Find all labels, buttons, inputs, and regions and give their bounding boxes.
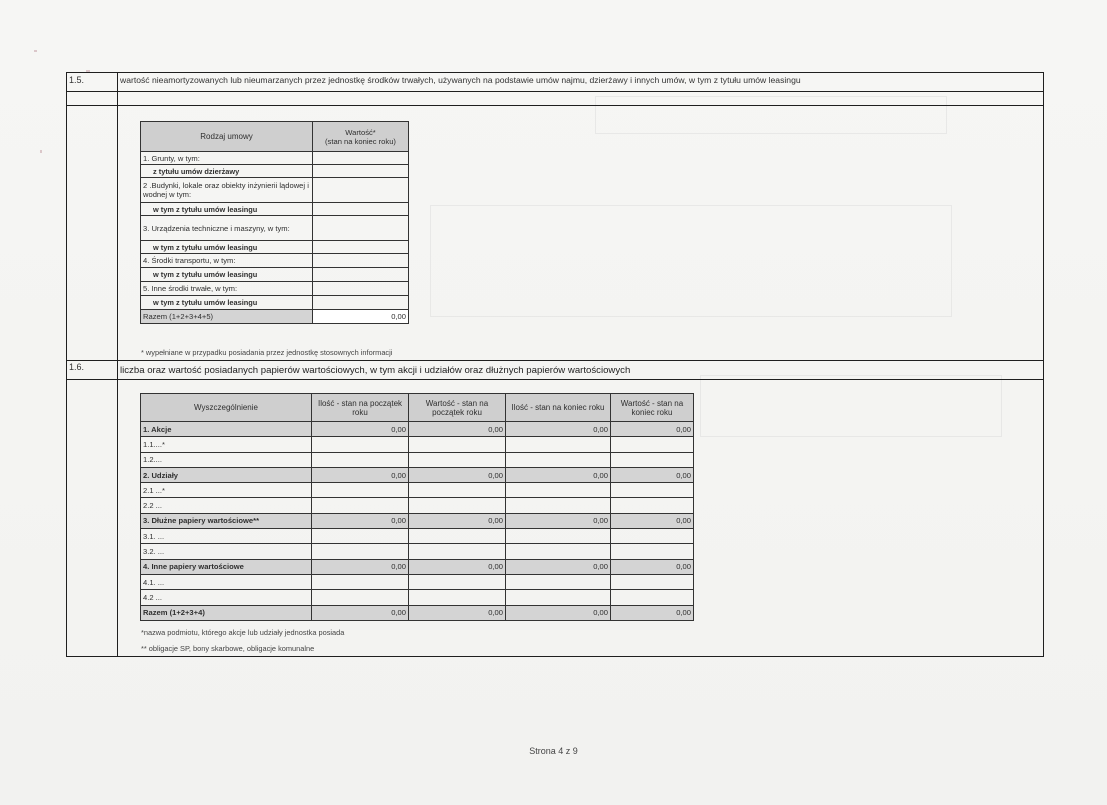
table-row xyxy=(141,296,409,310)
table-row xyxy=(141,529,694,544)
row-value xyxy=(611,452,694,467)
footnote: *nazwa podmiotu, którego akcje lub udziały jednostka posiada xyxy=(141,628,345,637)
row-label: 4. Inne papiery wartościowe xyxy=(141,559,312,574)
row-value xyxy=(611,483,694,498)
row-value xyxy=(506,529,611,544)
header-description: Wyszczególnienie xyxy=(141,394,312,422)
row-value: 0,00 xyxy=(506,513,611,528)
table-row-category xyxy=(141,467,694,482)
row-label: w tym z tytułu umów leasingu xyxy=(141,296,313,310)
row-value xyxy=(409,452,506,467)
row-label: 4.1. ... xyxy=(141,574,312,589)
row-label: 1.2.... xyxy=(141,452,312,467)
scan-speck xyxy=(34,50,37,52)
row-value xyxy=(313,203,409,216)
footnote: ** obligacje SP, bony skarbowe, obligacje komunalne xyxy=(141,644,315,653)
row-value xyxy=(611,544,694,559)
row-value xyxy=(409,483,506,498)
table-row xyxy=(141,282,409,296)
row-value: 0,00 xyxy=(313,310,409,324)
row-label: 3. Dłużne papiery wartościowe** xyxy=(141,513,312,528)
header-qty-start: Ilość - stan na początek roku xyxy=(312,394,409,422)
row-value: 0,00 xyxy=(506,422,611,437)
header-value-start: Wartość - stan na początek roku xyxy=(409,394,506,422)
row-value xyxy=(313,241,409,254)
row-label: Razem (1+2+3+4) xyxy=(141,605,312,620)
row-value xyxy=(312,529,409,544)
table-row xyxy=(141,498,694,513)
row-value: 0,00 xyxy=(409,559,506,574)
row-label: 2 .Budynki, lokale oraz obiekty inżynierii lądowej i wodnej w tym: xyxy=(141,178,313,203)
row-label: w tym z tytułu umów leasingu xyxy=(141,203,313,216)
row-value: 0,00 xyxy=(611,467,694,482)
row-value xyxy=(506,437,611,452)
row-value xyxy=(409,590,506,605)
row-value: 0,00 xyxy=(409,513,506,528)
row-value xyxy=(313,178,409,203)
table-header-row xyxy=(141,394,694,422)
row-value xyxy=(312,437,409,452)
table-row xyxy=(141,216,409,241)
section-title-1-5: wartość nieamortyzowanych lub nieumarzanych przez jednostkę środków trwałych, używanych na podstawie umów najmu, dzierżawy i innych umów, w tym z tytułu umów leasingu xyxy=(120,75,801,85)
table-row-category xyxy=(141,513,694,528)
table-row xyxy=(141,254,409,268)
row-value xyxy=(611,498,694,513)
table-row xyxy=(141,268,409,282)
row-value xyxy=(611,574,694,589)
row-value: 0,00 xyxy=(611,513,694,528)
row-label: 1. Akcje xyxy=(141,422,312,437)
row-value xyxy=(611,437,694,452)
row-value xyxy=(409,544,506,559)
row-value: 0,00 xyxy=(409,422,506,437)
table-row xyxy=(141,178,409,203)
row-value: 0,00 xyxy=(409,605,506,620)
row-value xyxy=(313,296,409,310)
row-value xyxy=(506,574,611,589)
table-row-category xyxy=(141,422,694,437)
row-value: 0,00 xyxy=(312,422,409,437)
row-label: 3.2. ... xyxy=(141,544,312,559)
row-value xyxy=(506,452,611,467)
table-header-row xyxy=(141,122,409,152)
row-value xyxy=(312,544,409,559)
row-value xyxy=(312,483,409,498)
row-value: 0,00 xyxy=(312,513,409,528)
row-label: w tym z tytułu umów leasingu xyxy=(141,241,313,254)
row-label: 4. Środki transportu, w tym: xyxy=(141,254,313,268)
section-title-1-6: liczba oraz wartość posiadanych papierów wartościowych, w tym akcji i udziałów oraz dłużnych papierów wartościowych xyxy=(120,365,631,376)
table-row xyxy=(141,544,694,559)
table-total-row xyxy=(141,310,409,324)
header-contract-type: Rodzaj umowy xyxy=(141,122,313,152)
row-value xyxy=(611,590,694,605)
section-number-1-5: 1.5. xyxy=(69,75,85,85)
row-value: 0,00 xyxy=(611,559,694,574)
row-value xyxy=(506,483,611,498)
row-value xyxy=(312,498,409,513)
row-value: 0,00 xyxy=(312,605,409,620)
row-value xyxy=(409,529,506,544)
lease-assets-table xyxy=(140,121,409,324)
row-label: 3.1. ... xyxy=(141,529,312,544)
row-divider xyxy=(67,360,1043,361)
header-value-end: Wartość - stan na koniec roku xyxy=(611,394,694,422)
table-row-category xyxy=(141,559,694,574)
row-divider xyxy=(67,91,1043,92)
header-qty-end: Ilość - stan na koniec roku xyxy=(506,394,611,422)
table-row xyxy=(141,574,694,589)
table-row xyxy=(141,241,409,254)
row-value xyxy=(313,254,409,268)
row-label: 2.1 ...* xyxy=(141,483,312,498)
header-value: Wartość* (stan na koniec roku) xyxy=(313,122,409,152)
row-divider xyxy=(67,105,1043,106)
row-value: 0,00 xyxy=(312,467,409,482)
row-label: 4.2 ... xyxy=(141,590,312,605)
scan-speck xyxy=(40,150,42,153)
row-value xyxy=(312,574,409,589)
row-label: Razem (1+2+3+4+5) xyxy=(141,310,313,324)
table-row xyxy=(141,203,409,216)
row-value xyxy=(409,437,506,452)
table-row-category xyxy=(141,605,694,620)
table-row xyxy=(141,483,694,498)
row-value xyxy=(506,498,611,513)
table-row xyxy=(141,152,409,165)
row-value: 0,00 xyxy=(409,467,506,482)
row-value xyxy=(312,452,409,467)
row-value xyxy=(409,574,506,589)
row-label: 5. Inne środki trwałe, w tym: xyxy=(141,282,313,296)
row-value xyxy=(313,282,409,296)
row-label: 2.2 ... xyxy=(141,498,312,513)
row-value: 0,00 xyxy=(312,559,409,574)
number-column-divider xyxy=(117,73,118,656)
table-row xyxy=(141,590,694,605)
row-divider xyxy=(67,379,1043,380)
securities-table xyxy=(140,393,694,621)
row-value xyxy=(313,165,409,178)
row-value xyxy=(409,498,506,513)
row-label: z tytułu umów dzierżawy xyxy=(141,165,313,178)
row-value: 0,00 xyxy=(506,467,611,482)
row-value: 0,00 xyxy=(506,559,611,574)
row-value xyxy=(506,544,611,559)
securities-table-body xyxy=(141,422,694,621)
row-value xyxy=(611,529,694,544)
row-value xyxy=(313,268,409,282)
row-label: 1.1....* xyxy=(141,437,312,452)
footnote: * wypełniane w przypadku posiadania przez jednostkę stosownych informacji xyxy=(141,348,393,357)
table-row xyxy=(141,165,409,178)
page-number: Strona 4 z 9 xyxy=(529,746,578,756)
row-value xyxy=(313,152,409,165)
table-row xyxy=(141,452,694,467)
row-value: 0,00 xyxy=(611,422,694,437)
row-label: 1. Grunty, w tym: xyxy=(141,152,313,165)
section-number-1-6: 1.6. xyxy=(69,362,85,372)
row-label: 2. Udziały xyxy=(141,467,312,482)
table-row xyxy=(141,437,694,452)
row-value xyxy=(506,590,611,605)
row-value: 0,00 xyxy=(611,605,694,620)
row-label: w tym z tytułu umów leasingu xyxy=(141,268,313,282)
row-label: 3. Urządzenia techniczne i maszyny, w tym: xyxy=(141,216,313,241)
row-value: 0,00 xyxy=(506,605,611,620)
row-value xyxy=(312,590,409,605)
row-value xyxy=(313,216,409,241)
